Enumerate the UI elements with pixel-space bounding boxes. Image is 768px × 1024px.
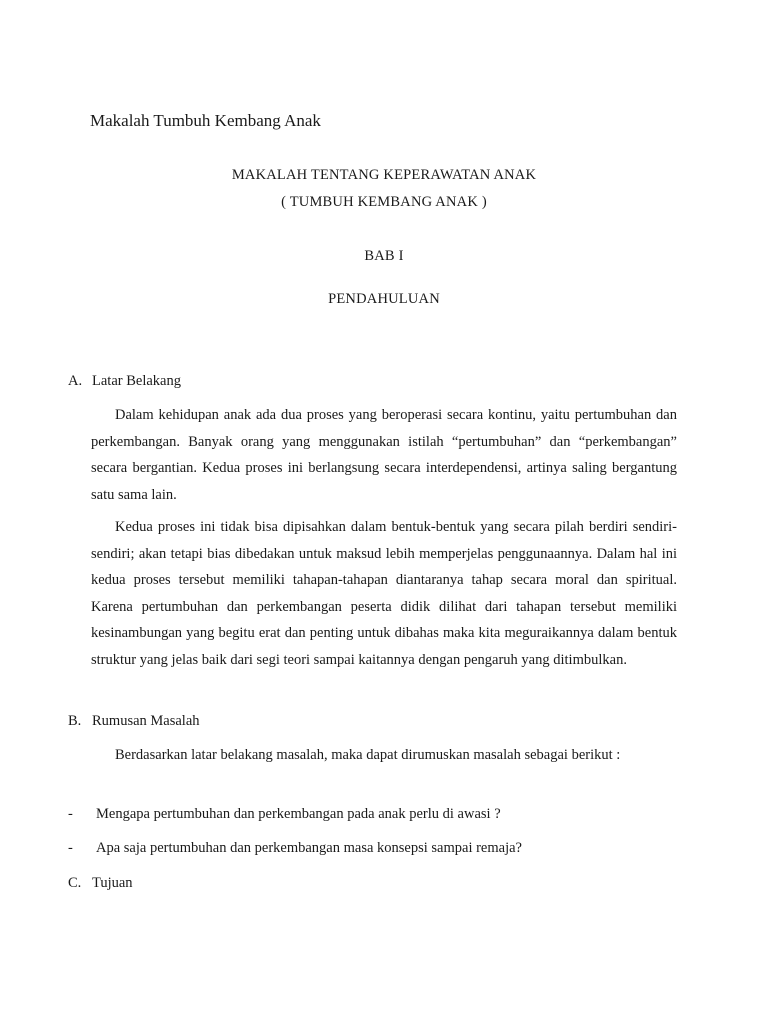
section-c-heading [68,875,133,892]
chapter-title: PENDAHULUAN [328,291,440,307]
section-b-heading [68,713,200,730]
section-c-marker: C. [68,875,82,891]
section-b-title: Rumusan Masalah [92,713,200,729]
list-item [68,840,522,857]
section-a-title: Latar Belakang [92,373,181,389]
list-item-text: Apa saja pertumbuhan dan perkembangan masa konsepsi sampai remaja? [96,840,522,856]
sub-heading: ( TUMBUH KEMBANG ANAK ) [281,194,487,210]
section-a-paragraph-1: Dalam kehidupan anak ada dua proses yang beroperasi secara kontinu, yaitu pertumbuhan dan perkembangan. Banyak orang yang menggunakan istilah “pertumbuhan” dan “perkembangan” secara bergantian. Kedua proses ini berlangsung secara interdependensi, artinya saling bergantung satu sama lain. [91,407,677,503]
document-title: Makalah Tumbuh Kembang Anak [90,111,321,130]
section-c-title: Tujuan [92,875,133,891]
bullet-dash: - [68,806,73,822]
section-b-paragraph: Berdasarkan latar belakang masalah, maka dapat dirumuskan masalah sebagai berikut : [115,747,621,763]
main-heading: MAKALAH TENTANG KEPERAWATAN ANAK [231,167,537,183]
section-b-marker: B. [68,713,82,729]
chapter-label: BAB I [364,248,404,264]
section-a-heading [68,373,181,390]
bullet-dash: - [68,840,73,856]
list-item-text: Mengapa pertumbuhan dan perkembangan pada anak perlu di awasi ? [96,806,501,822]
list-item [68,806,501,823]
section-a-paragraph-2: Kedua proses ini tidak bisa dipisahkan dalam bentuk-bentuk yang secara pilah berdiri sendiri-sendiri; akan tetapi bias dibedakan untuk maksud lebih memperjelas penggunaannya. Dalam hal ini kedua proses tersebut memiliki tahapan-tahapan diantaranya tahap secara moral dan spiritual. Karena pertumbuhan dan perkembangan peserta didik dilihat dari tahapan tersebut memiliki kesinambungan yang begitu erat dan penting untuk dibahas maka kita meguraikannya dalam bentuk struktur yang jelas baik dari segi teori sampai kaitannya dengan pengaruh yang ditimbulkan. [91,519,677,668]
section-a-marker: A. [68,373,83,389]
